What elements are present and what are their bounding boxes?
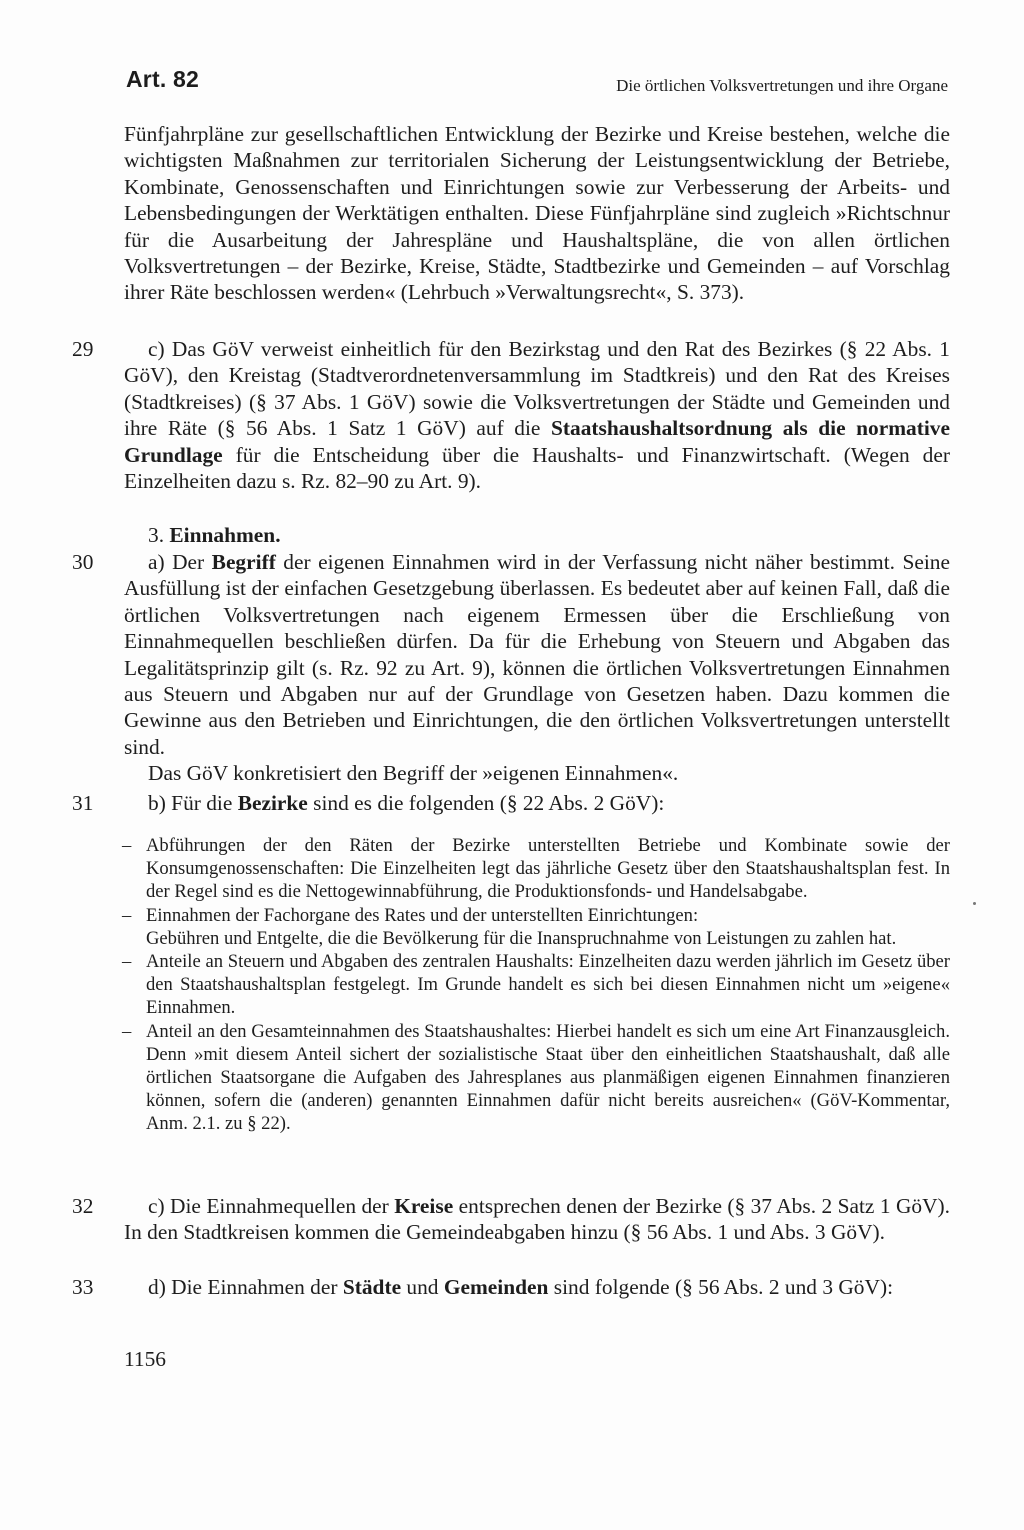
- paragraph-33: [72, 1274, 950, 1300]
- paragraph-32: [72, 1193, 950, 1246]
- intro-paragraph: [124, 121, 950, 306]
- paragraph-followup: Das GöV konkretisiert den Begriff der »eigenen Einnahmen«.: [148, 761, 679, 786]
- paragraph-text: c) Das GöV verweist einheitlich für den Bezirkstag und den Rat des Bezirkes (§ 22 Abs. 1 GöV), den Kreistag (Stadtverordnetenversammlung im Stadtkreis) und den Rat des Kreises (Stadtkreises) (§ 37 Abs. 1 GöV) sowie die Volksvertretungen der Städte und Gemeinden und ihre Räte (§ 56 Abs. 1 Satz 1 GöV) auf die Staatshaushaltsordnung als die normative Grundlage für die Entscheidung über die Haushalts- und Finanzwirtschaft. (Wegen der Einzelheiten dazu s. Rz. 82–90 zu Art. 9).: [124, 337, 950, 494]
- list-dash: –: [122, 835, 132, 856]
- section-prefix: 3.: [148, 523, 170, 547]
- paragraph-text: c) Die Einnahmequellen der Kreise entsprechen denen der Bezirke (§ 37 Abs. 2 Satz 1 GöV). In den Stadtkreisen kommen die Gemeindeabgaben hinzu (§ 56 Abs. 1 und Abs. 3 GöV).: [124, 1194, 950, 1245]
- header-running-title: Die örtlichen Volksvertretungen und ihre Organe: [616, 76, 948, 95]
- list-dash: –: [122, 904, 132, 926]
- bold-term: Bezirke: [237, 791, 308, 815]
- list-item: – Anteil an den Gesamteinnahmen des Staatshaushaltes: Hierbei handelt es sich um eine Art Finanzausgleich. Denn »mit diesem Anteil sichert der sozialistische Staat über den einheitlichen Staatshaushalt, daß alle örtlichen Staatsorgane die Aufgaben des Jahresplanes aus planmäßigen eigenen Einnahmen finanzieren können, sofern die (anderen) genannten Einnahmen dafür nicht bereits ausreichen« (GöV-Kommentar, Anm. 2.1. zu § 22).: [122, 1020, 950, 1135]
- list-dash: –: [122, 951, 132, 973]
- section-heading: [124, 522, 950, 548]
- margin-number: 30: [72, 550, 94, 574]
- list-item: – Abführungen der den Räten der Bezirke unterstellten Betriebe und Kombinate sowie der Konsumgenossenschaften: Die Einzelheiten legt das jährliche Gesetz über den Staatshaushaltsplan fest. In der Regel sind es die Nettogewinnabführung, die Produktionsfonds- und Handelsabgabe.: [122, 835, 950, 903]
- paragraph-29: [72, 336, 950, 494]
- income-list: [124, 834, 950, 1136]
- paragraph-30: [72, 549, 950, 787]
- bold-term: Städte: [342, 1275, 402, 1299]
- bold-term: Staatshaushaltsordnung als die normative Grundlage: [124, 416, 950, 467]
- bold-term: Gemeinden: [443, 1275, 549, 1299]
- margin-number: 32: [72, 1194, 94, 1218]
- page-number: 1156: [124, 1347, 166, 1371]
- paragraph-text: b) Für die Bezirke sind es die folgenden (§ 22 Abs. 2 GöV):: [148, 791, 665, 815]
- paragraph-text: d) Die Einnahmen der Städte und Gemeinden sind folgende (§ 56 Abs. 2 und 3 GöV):: [148, 1275, 894, 1299]
- margin-number: 33: [72, 1275, 94, 1299]
- paragraph-text: a) Der Begriff der eigenen Einnahmen wird in der Verfassung nicht näher bestimmt. Seine Ausfüllung ist der einfachen Gesetzgebung überlassen. Es bedeutet aber auf keinen Fall, daß die örtlichen Volksvertretungen nach eigenem Ermessen über die Erschließung von Einnahmequellen beschließen dürfen. Da für die Erhebung von Steuern und Abgaben das Legalitätsprinzip gilt (s. Rz. 92 zu Art. 9), können die örtlichen Volksvertretungen Einnahmen aus Steuern und Abgaben nur auf der Grundlage von Gesetzen haben. Dazu kommen die Gewinne aus den Betrieben und Einrichtungen, die den örtlichen Volksvertretungen unterstellt sind.: [124, 550, 950, 759]
- bold-term: Kreise: [394, 1194, 454, 1218]
- list-dash: –: [122, 1020, 132, 1042]
- margin-number: 31: [72, 791, 94, 815]
- list-item: – Anteile an Steuern und Abgaben des zentralen Haushalts: Einzelheiten dazu werden jährlich im Gesetz über den Staatshaushaltsplan festgelegt. Im Grunde handelt es sich bei diesen Einnahmen nicht um »eigene« Einnahmen.: [122, 951, 950, 1019]
- scan-speck: [973, 902, 976, 905]
- bold-term: Begriff: [211, 550, 276, 574]
- intro-text: Fünfjahrpläne zur gesellschaftlichen Entwicklung der Bezirke und Kreise bestehen, welche die wichtigsten Maßnahmen zur territorialen Sicherung der Leistungsentwicklung der Betriebe, Kombinate, Genossenschaften und Einrichtungen sowie zur Verbesserung der Arbeits- und Lebensbedingungen der Werktätigen enthalten. Diese Fünfjahrpläne sind zugleich »Richtschnur für die Ausarbeitung der Jahrespläne und Haushaltspläne, die von allen örtlichen Volksvertretungen – der Bezirke, Kreise, Städte, Stadtbezirke und Gemeinden – auf Vorschlag ihrer Räte beschlossen werden« (Lehrbuch »Verwaltungsrecht«, S. 373).: [124, 122, 950, 305]
- paragraph-31: [72, 790, 950, 816]
- section-title: Einnahmen.: [169, 523, 281, 547]
- list-item: – Einnahmen der Fachorgane des Rates und der unterstellten Einrichtungen: Gebühren und Entgelte, die die Bevölkerung für die Inanspruchnahme von Leistungen zu zahlen hat.: [122, 904, 897, 949]
- margin-number: 29: [72, 337, 94, 361]
- header-article-number: Art. 82: [126, 66, 199, 92]
